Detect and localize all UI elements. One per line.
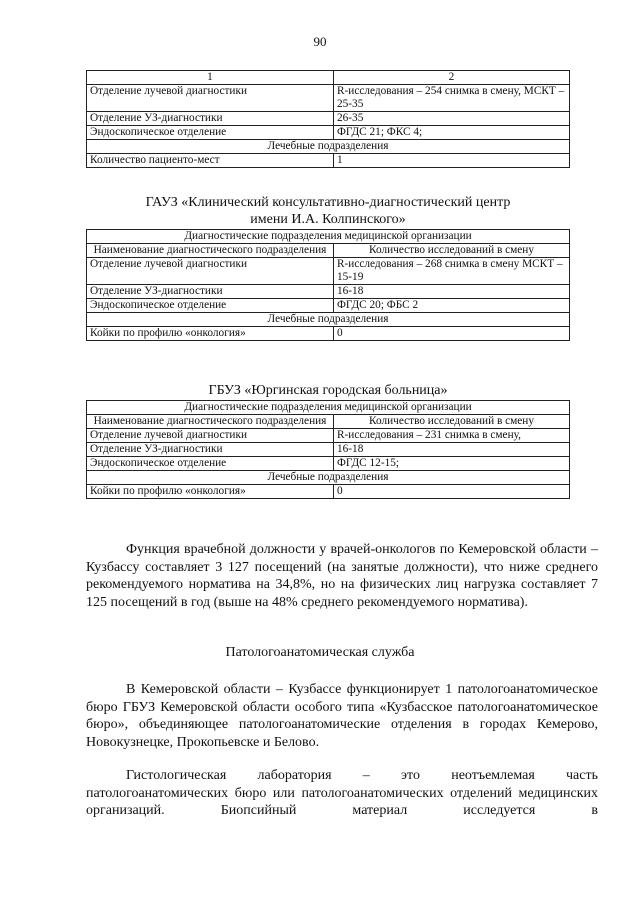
- org-title: [86, 382, 570, 399]
- column-header: Наименование диагностического подразделения: [87, 415, 334, 429]
- table-row: [87, 126, 570, 140]
- table-row: [87, 230, 570, 244]
- table-row: [87, 85, 570, 112]
- table-cell: 16-18: [334, 285, 570, 299]
- section-heading: Патологоанатомическая служба: [225, 645, 415, 660]
- org-title: [86, 194, 570, 228]
- table-cell: Эндоскопическое отделение: [87, 126, 334, 140]
- table-row: [87, 258, 570, 285]
- table-subheader: Лечебные подразделения: [87, 140, 570, 154]
- table-cell: 1: [334, 154, 570, 168]
- table-row: [87, 285, 570, 299]
- table-continuation: [86, 70, 570, 168]
- paragraph-histology-lab: Гистологическая лаборатория – это неотъемлемая часть патологоанатомических бюро или патологоанатомических отделений медицинских организаций. Биопсийный материал исследуется в: [86, 768, 598, 818]
- table-cell: ФГДС 20; ФБС 2: [334, 299, 570, 313]
- table-cell: 16-18: [334, 443, 570, 457]
- table-row: [87, 112, 570, 126]
- table-row: [87, 429, 570, 443]
- table-row: [87, 140, 570, 154]
- table-cell: Отделение УЗ-диагностики: [87, 285, 334, 299]
- column-number-1: 1: [87, 71, 334, 85]
- table-row: [87, 327, 570, 341]
- table-row: [87, 415, 570, 429]
- table-section-header: Диагностические подразделения медицинской организации: [87, 230, 570, 244]
- table-row: [87, 457, 570, 471]
- table-subheader: Лечебные подразделения: [87, 313, 570, 327]
- table-cell: Отделение УЗ-диагностики: [87, 112, 334, 126]
- page-number: 90: [313, 34, 327, 49]
- org-title-line: ГАУЗ «Клинический консультативно-диагностический центр: [145, 195, 511, 210]
- table-cell: 0: [334, 485, 570, 499]
- table-row: [87, 471, 570, 485]
- column-number-2: 2: [334, 71, 570, 85]
- column-header: Наименование диагностического подразделения: [87, 244, 334, 258]
- table-cell: Отделение лучевой диагностики: [87, 429, 334, 443]
- table-row: [87, 401, 570, 415]
- table-row: [87, 71, 570, 85]
- table-cell: Отделение УЗ-диагностики: [87, 443, 334, 457]
- table-cell: Койки по профилю «онкология»: [87, 327, 334, 341]
- table-cell: 0: [334, 327, 570, 341]
- org-title-line: имени И.А. Колпинского»: [250, 212, 406, 227]
- table-cell: R-исследования – 231 снимка в смену,: [334, 429, 570, 443]
- table-cell: Койки по профилю «онкология»: [87, 485, 334, 499]
- table-subheader: Лечебные подразделения: [87, 471, 570, 485]
- table-cell: 26-35: [334, 112, 570, 126]
- column-header: Количество исследований в смену: [334, 415, 570, 429]
- table-section-header: Диагностические подразделения медицинской организации: [87, 401, 570, 415]
- table-row: [87, 244, 570, 258]
- org-title-line: ГБУЗ «Юргинская городская больница»: [208, 383, 448, 398]
- table-cell: Отделение лучевой диагностики: [87, 85, 334, 112]
- table-cell: Эндоскопическое отделение: [87, 299, 334, 313]
- table-row: [87, 313, 570, 327]
- paragraph-oncology-load: Функция врачебной должности у врачей-онкологов по Кемеровской области – Кузбассу составляет 3 127 посещений (на занятые должности), что ниже среднего рекомендуемого норматива на 34,8%, но на физических лиц нагрузка составляет 7 125 посещений в год (выше на 48% среднего рекомендуемого норматива).: [86, 542, 598, 610]
- table-row: [87, 154, 570, 168]
- table-row: [87, 443, 570, 457]
- table-cell: R-исследования – 254 снимка в смену, МСКТ – 25-35: [334, 85, 570, 112]
- table-cell: Отделение лучевой диагностики: [87, 258, 334, 285]
- table-cell: R-исследования – 268 снимка в смену МСКТ – 15-19: [334, 258, 570, 285]
- table-row: [87, 299, 570, 313]
- table-cell: Эндоскопическое отделение: [87, 457, 334, 471]
- org-table: [86, 400, 570, 499]
- paragraph-pathology-bureau: В Кемеровской области – Кузбассе функционирует 1 патологоанатомическое бюро ГБУЗ Кемеровской области особого типа «Кузбасское патологоанатомическое бюро», объединяющее патологоанатомические отделения в городах Кемерово, Новокузнецке, Прокопьевске и Белово.: [86, 682, 598, 750]
- table-cell: Количество пациенто-мест: [87, 154, 334, 168]
- column-header: Количество исследований в смену: [334, 244, 570, 258]
- table-cell: ФГДС 21; ФКС 4;: [334, 126, 570, 140]
- table-cell: ФГДС 12-15;: [334, 457, 570, 471]
- org-table: [86, 229, 570, 341]
- table-row: [87, 485, 570, 499]
